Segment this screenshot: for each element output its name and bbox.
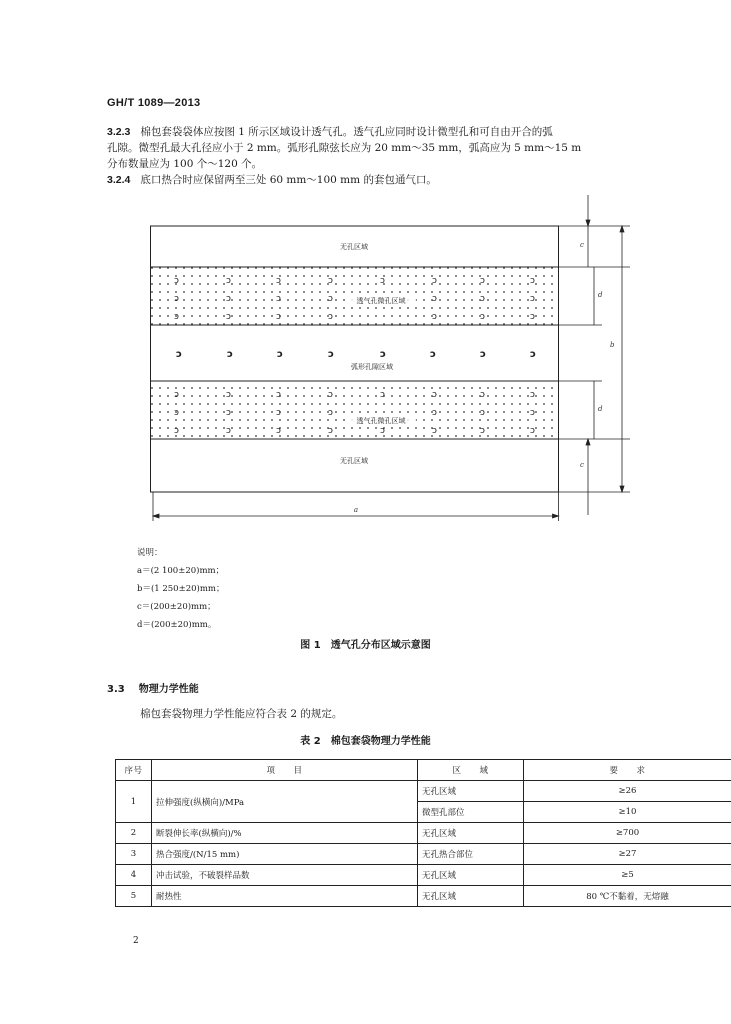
clause-number: 3.2.3: [107, 126, 131, 138]
svg-text:ɔ: ɔ: [380, 349, 386, 360]
cell-area: 微型孔部位: [418, 802, 524, 823]
svg-text:ɔ: ɔ: [530, 312, 535, 322]
svg-text:ɔ: ɔ: [174, 276, 179, 286]
svg-text:ɔ: ɔ: [174, 294, 179, 304]
cell-item: 断裂伸长率(纵横向)/%: [152, 823, 418, 844]
cell-requirement: 80 ℃不黏着，无熔融: [524, 886, 731, 907]
cell-no: 2: [116, 823, 152, 844]
cell-item: 耐热性: [152, 886, 418, 907]
zone-label-no-hole-bottom: 无孔区域: [340, 457, 368, 465]
legend-b: b＝(1 250±20)mm；: [137, 584, 225, 594]
page-number: 2: [133, 936, 139, 946]
cell-item: 拉伸强度(纵横向)/MPa: [152, 781, 418, 823]
table-row: [116, 823, 731, 844]
cell-area: 无孔区域: [418, 823, 524, 844]
vent-zone-diagram: [150, 185, 650, 530]
svg-text:ɔ: ɔ: [328, 408, 333, 418]
svg-text:ɔ: ɔ: [174, 390, 179, 400]
svg-text:ɔ: ɔ: [276, 426, 281, 436]
svg-text:ɔ: ɔ: [226, 294, 231, 304]
section-number: 3.3: [107, 684, 125, 695]
svg-text:ɔ: ɔ: [530, 390, 535, 400]
svg-text:ɔ: ɔ: [226, 408, 231, 418]
svg-text:ɔ: ɔ: [432, 408, 437, 418]
svg-text:ɔ: ɔ: [530, 349, 536, 360]
zone-label-arc: 弧形孔隙区域: [351, 363, 393, 371]
svg-text:ɔ: ɔ: [480, 390, 485, 400]
cell-requirement: ≥5: [524, 865, 731, 886]
svg-text:ɔ: ɔ: [380, 426, 385, 436]
bag-outline: [151, 226, 559, 492]
table-row: [116, 865, 731, 886]
properties-table: [115, 759, 731, 907]
cell-requirement: ≥26: [524, 781, 731, 802]
dimension-b-label: b: [610, 341, 615, 349]
svg-text:ɔ: ɔ: [432, 390, 437, 400]
svg-text:ɔ: ɔ: [328, 312, 333, 322]
cell-no: 5: [116, 886, 152, 907]
cell-area: 无孔区域: [418, 781, 524, 802]
svg-text:ɔ: ɔ: [380, 276, 385, 286]
svg-text:ɔ: ɔ: [227, 349, 233, 360]
clause-3-2-3-line-3: 分布数量应为 100 个～120 个。: [107, 158, 263, 170]
svg-text:ɔ: ɔ: [530, 276, 535, 286]
svg-text:ɔ: ɔ: [226, 426, 231, 436]
table-row: [116, 781, 731, 802]
svg-text:ɔ: ɔ: [226, 390, 231, 400]
cell-requirement: ≥700: [524, 823, 731, 844]
svg-text:ɔ: ɔ: [176, 349, 182, 360]
svg-text:ɔ: ɔ: [277, 349, 283, 360]
figure-caption: 图 1 透气孔分布区域示意图: [300, 640, 431, 651]
svg-text:ɔ: ɔ: [328, 276, 333, 286]
table-row: [116, 886, 731, 907]
svg-text:ɔ: ɔ: [480, 294, 485, 304]
table-header-row: [116, 760, 731, 781]
table-caption: 表 2 棉包套袋物理力学性能: [300, 736, 431, 747]
header-item: 项 目: [152, 760, 418, 781]
legend-title: 说明：: [137, 548, 163, 558]
svg-text:ɔ: ɔ: [276, 294, 281, 304]
svg-text:ɔ: ɔ: [530, 426, 535, 436]
svg-text:ɔ: ɔ: [480, 276, 485, 286]
section-title: 物理力学性能: [138, 684, 199, 695]
svg-text:ɔ: ɔ: [226, 276, 231, 286]
svg-text:ɔ: ɔ: [380, 390, 385, 400]
svg-text:ɔ: ɔ: [276, 390, 281, 400]
svg-text:ɔ: ɔ: [480, 408, 485, 418]
svg-text:ɔ: ɔ: [480, 426, 485, 436]
section-heading: [107, 680, 199, 695]
clause-number: 3.2.4: [107, 174, 131, 186]
cell-requirement: ≥27: [524, 844, 731, 865]
cell-item: 热合强度/(N/15 mm): [152, 844, 418, 865]
svg-text:ɔ: ɔ: [480, 312, 485, 322]
svg-text:ɔ: ɔ: [530, 294, 535, 304]
svg-text:ɔ: ɔ: [328, 349, 334, 360]
legend-d: d＝(200±20)mm。: [137, 620, 217, 630]
svg-text:ɔ: ɔ: [430, 349, 436, 360]
svg-text:ɔ: ɔ: [174, 312, 179, 322]
cell-requirement: ≥10: [524, 802, 731, 823]
cell-area: 无孔区域: [418, 886, 524, 907]
svg-text:ɔ: ɔ: [276, 312, 281, 322]
dimension-c-label-top: c: [580, 241, 584, 249]
legend-c: c＝(200±20)mm；: [137, 602, 216, 612]
clause-3-2-3-line-2: 孔隙。微型孔最大孔径应小于 2 mm。弧形孔隙弦长应为 20 mm～35 mm，弧高应为 5 mm～15 m: [107, 142, 582, 154]
svg-text:ɔ: ɔ: [432, 426, 437, 436]
svg-text:ɔ: ɔ: [530, 408, 535, 418]
dimension-d-label-bottom: d: [598, 405, 603, 413]
svg-text:ɔ: ɔ: [276, 276, 281, 286]
clause-text: 棉包套袋袋体应按图 1 所示区域设计透气孔。透气孔应同时设计微型孔和可自由开合的弧: [140, 126, 553, 138]
header-area: 区 域: [418, 760, 524, 781]
cell-no: 3: [116, 844, 152, 865]
table-row: [116, 844, 731, 865]
zone-label-no-hole-top: 无孔区域: [340, 243, 368, 251]
svg-text:ɔ: ɔ: [226, 312, 231, 322]
svg-text:ɔ: ɔ: [276, 408, 281, 418]
dimension-a-label: a: [353, 506, 359, 514]
svg-text:ɔ: ɔ: [328, 294, 333, 304]
cell-no: 1: [116, 781, 152, 823]
svg-text:ɔ: ɔ: [432, 312, 437, 322]
header-requirement: 要 求: [524, 760, 731, 781]
section-body: 棉包套袋物理力学性能应符合表 2 的规定。: [140, 708, 343, 720]
svg-text:ɔ: ɔ: [480, 349, 486, 360]
svg-text:ɔ: ɔ: [432, 276, 437, 286]
header-no: 序号: [116, 760, 152, 781]
cell-area: 无孔热合部位: [418, 844, 524, 865]
dimension-c-label-bottom: c: [580, 461, 584, 469]
svg-text:ɔ: ɔ: [432, 294, 437, 304]
svg-text:ɔ: ɔ: [328, 390, 333, 400]
figure-legend: [137, 544, 224, 634]
cell-area: 无孔区域: [418, 865, 524, 886]
zone-label-micro-top: 透气孔微孔区域: [356, 297, 406, 305]
svg-text:ɔ: ɔ: [174, 408, 179, 418]
clause-text: 底口热合时应保留两至三处 60 mm～100 mm 的套包通气口。: [140, 174, 437, 186]
legend-a: a＝(2 100±20)mm；: [137, 566, 225, 576]
dimension-d-label-top: d: [598, 291, 603, 299]
micro-hole-zone-bottom: [151, 381, 558, 439]
standard-code: GH/T 1089—2013: [107, 97, 201, 109]
dimension-lines-right: [559, 195, 630, 515]
clause-3-2-3-line-1: [107, 124, 553, 141]
svg-text:ɔ: ɔ: [174, 426, 179, 436]
cell-no: 4: [116, 865, 152, 886]
zone-label-micro-bottom: 透气孔微孔区域: [356, 417, 406, 425]
cell-item: 冲击试验，不破裂样品数: [152, 865, 418, 886]
svg-text:ɔ: ɔ: [328, 426, 333, 436]
